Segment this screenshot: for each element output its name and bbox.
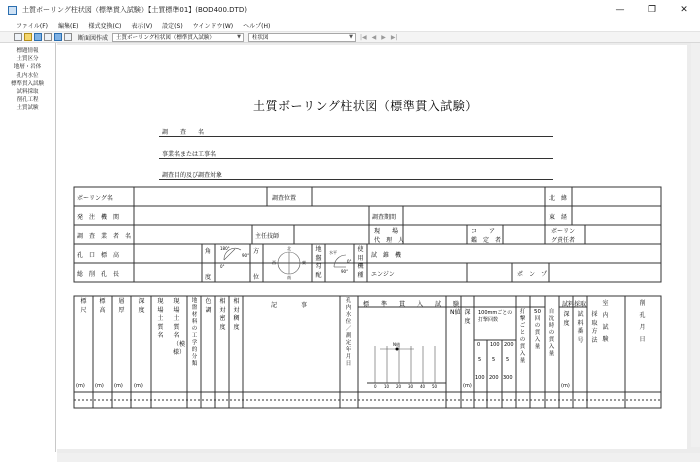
sidebar-item-sample[interactable]: 試料採取 — [16, 88, 39, 95]
col-sample-method: 採取方法 — [591, 311, 598, 344]
unit-scale: (m) — [76, 383, 85, 389]
unit-elevation: (m) — [95, 383, 104, 389]
site-rep-label-2: 代 理 人 — [374, 237, 405, 244]
menu-bar — [0, 20, 700, 31]
engine-label: エンジン — [371, 271, 395, 278]
chief-engineer-label: 主任技師 — [255, 233, 280, 240]
col-self-weight-2: 自沈時の貫入量 — [548, 309, 555, 357]
blows-end-200: 200 — [489, 375, 499, 381]
window-controls — [604, 0, 700, 20]
compass-east: 東 — [302, 260, 306, 265]
east-long-label: 東 経 — [549, 214, 568, 221]
menu-file[interactable]: ファイル(F) — [16, 23, 49, 30]
purpose-label: 調査目的及び調査対象 — [162, 172, 223, 179]
document-title: 土質ボーリング柱状図（標準貫入試験） — [253, 99, 478, 113]
col-elevation: 標高 — [99, 298, 106, 314]
document-page — [57, 45, 687, 449]
title-bar — [0, 0, 700, 20]
angle-label: 角 — [205, 248, 212, 255]
blows-end-300: 300 — [503, 375, 513, 381]
pump-label: ポ ン プ — [517, 271, 548, 278]
view-select[interactable] — [248, 33, 356, 42]
core-label: コ ア — [471, 228, 496, 235]
elevation-label: 孔 口 標 高 — [77, 252, 120, 259]
col-water-level: 孔内水位／測定年月日 — [345, 298, 352, 367]
core-label-2: 鑑 定 者 — [471, 237, 502, 244]
next-page-button[interactable]: ▶ — [381, 33, 386, 41]
col-blows: 100mmごとの打撃回数 — [478, 310, 513, 323]
col-spt-depth: 深度 — [464, 309, 471, 325]
compass-west: 西 — [272, 260, 276, 265]
angle-label-2: 度 — [205, 274, 212, 281]
sidebar — [0, 43, 56, 452]
total-length-label: 総 削 孔 長 — [77, 271, 120, 278]
survey-name-label: 調 査 名 — [162, 129, 205, 136]
boring-resp-label-2: グ責任者 — [551, 237, 576, 244]
orderer-label: 発 注 機 関 — [77, 214, 120, 221]
sidebar-item-strata[interactable]: 地層・岩体 — [13, 64, 42, 71]
tick-10: 10 — [384, 384, 390, 389]
gradient-label: 地盤勾配 — [315, 246, 322, 279]
open-folder-icon[interactable] — [24, 33, 32, 41]
menu-window[interactable]: ウインドウ(W) — [192, 23, 234, 30]
chevron-down-icon: ▼ — [237, 33, 242, 40]
col-geo-class: 地盤材料の工学的分類 — [191, 298, 198, 367]
col-self-weight: 50回の貫入量 — [534, 309, 541, 350]
maximize-icon[interactable]: ❐ — [647, 5, 657, 15]
survey-period-label: 調査期間 — [372, 214, 397, 221]
col-soil-sym: 現場土質名 — [157, 298, 164, 339]
company-label: 調 査 業 者 名 — [77, 233, 132, 240]
menu-convert[interactable]: 様式変換(C) — [88, 23, 122, 30]
col-color: 色調 — [205, 298, 212, 314]
tick-20: 20 — [396, 384, 402, 389]
menu-view[interactable]: 表示(V) — [131, 23, 153, 30]
sidebar-item-soil[interactable]: 土質区分 — [16, 56, 39, 63]
sidebar-item-water[interactable]: 孔内水位 — [16, 72, 39, 79]
section-create-button[interactable]: 断面図作成 — [78, 34, 109, 42]
col-depth: 深度 — [138, 298, 145, 314]
north-lat-label: 北 緯 — [549, 195, 568, 202]
col-lab-test: 室内試験 — [602, 300, 609, 343]
unit-sample-depth: (m) — [561, 383, 570, 389]
unit-spt-depth: (m) — [463, 383, 472, 389]
save-icon[interactable] — [34, 33, 42, 41]
blows-5-b: 5 — [492, 357, 496, 363]
survey-location-label: 調査位置 — [272, 195, 297, 202]
col-spt-head: 標 準 貫 入 試 験 — [363, 301, 460, 308]
tick-50: 50 — [432, 384, 438, 389]
unit-depth: (m) — [134, 383, 143, 389]
blows-200: 200 — [504, 342, 514, 348]
gradient-horizontal: 水平 — [329, 250, 337, 255]
angle-0: 0° — [220, 264, 225, 269]
app-icon — [8, 6, 17, 15]
tick-0: 0 — [374, 384, 377, 389]
sidebar-item-drilling[interactable]: 削孔工程 — [16, 97, 39, 104]
col-n-value: N値 — [450, 309, 461, 316]
prev-page-button[interactable]: ◀ — [371, 33, 377, 41]
close-icon[interactable]: ✕ — [680, 5, 688, 15]
print-icon[interactable] — [54, 33, 62, 41]
machine-label: 使用機種 — [357, 246, 364, 279]
boring-resp-label: ボーリン — [551, 228, 576, 235]
blows-end-100: 100 — [475, 375, 485, 381]
col-sample-head: 試料採取 — [562, 301, 587, 308]
toolbar — [0, 31, 700, 43]
n-marker-label: N値 — [393, 342, 400, 347]
menu-edit[interactable]: 編集(E) — [58, 23, 79, 30]
minimize-icon[interactable]: — — [615, 5, 625, 15]
sidebar-item-lab[interactable]: 土質試験 — [16, 105, 39, 112]
first-page-button[interactable]: |◀ — [360, 33, 367, 41]
col-sample-no: 試料番号 — [577, 311, 584, 344]
col-article: 記 事 — [271, 302, 308, 309]
gradient-90: 90° — [341, 269, 349, 274]
direction-label: 方 — [253, 248, 260, 255]
copy-icon[interactable] — [44, 33, 52, 41]
blows-5-a: 5 — [478, 357, 482, 363]
style-select[interactable] — [112, 33, 244, 42]
col-thickness: 層厚 — [118, 298, 125, 314]
document-canvas[interactable] — [57, 43, 700, 462]
new-file-icon[interactable] — [14, 33, 22, 41]
site-rep-label: 現 場 — [374, 228, 399, 235]
col-scale: 標尺 — [80, 298, 87, 314]
unit-thickness: (m) — [114, 383, 123, 389]
col-strikes: 打撃ごとの貫入量 — [519, 309, 526, 364]
col-soil-name: 現場土質名（模様） — [173, 298, 186, 356]
vertical-scrollbar[interactable] — [691, 43, 700, 447]
menu-settings[interactable]: 設定(S) — [162, 23, 183, 30]
col-consistency: 相対稠度 — [233, 298, 240, 331]
col-drill-date: 削孔月日 — [639, 300, 646, 343]
menu-help[interactable]: ヘルプ(H) — [243, 23, 271, 30]
view-select-value: 柱状図 — [252, 35, 269, 41]
boring-name-label: ボーリング名 — [77, 195, 113, 202]
angle-90: 90° — [242, 253, 250, 258]
compass-north: 北 — [287, 246, 291, 251]
direction-label-2: 位 — [253, 274, 260, 281]
blows-100: 100 — [490, 342, 500, 348]
col-density: 相対密度 — [219, 298, 226, 331]
chevron-down-icon: ▼ — [349, 33, 354, 40]
style-select-value: 土質ボーリング柱状図（標準貫入試験） — [116, 35, 215, 41]
check-icon[interactable] — [64, 33, 72, 41]
test-machine-label: 試 錐 機 — [371, 252, 402, 259]
gradient-0: 0° — [347, 259, 352, 264]
project-name-label: 事業名または工事名 — [162, 151, 217, 158]
sidebar-item-spt[interactable]: 標準貫入試験 — [10, 80, 44, 87]
blows-5-c: 5 — [506, 357, 510, 363]
window-title: 土質ボーリング柱状図（標準貫入試験）【土質標準01】(BOD400.DTD) — [22, 6, 247, 14]
tick-40: 40 — [420, 384, 426, 389]
last-page-button[interactable]: ▶| — [390, 33, 398, 41]
tick-30: 30 — [408, 384, 414, 389]
col-sample-depth: 深度 — [563, 311, 570, 327]
sidebar-item-title[interactable]: 標題情報 — [16, 48, 39, 54]
blows-0: 0 — [477, 342, 481, 348]
angle-180: 180° — [220, 246, 230, 251]
compass-south: 南 — [287, 275, 291, 280]
horizontal-scrollbar[interactable] — [57, 453, 700, 462]
form-grid — [57, 45, 687, 449]
